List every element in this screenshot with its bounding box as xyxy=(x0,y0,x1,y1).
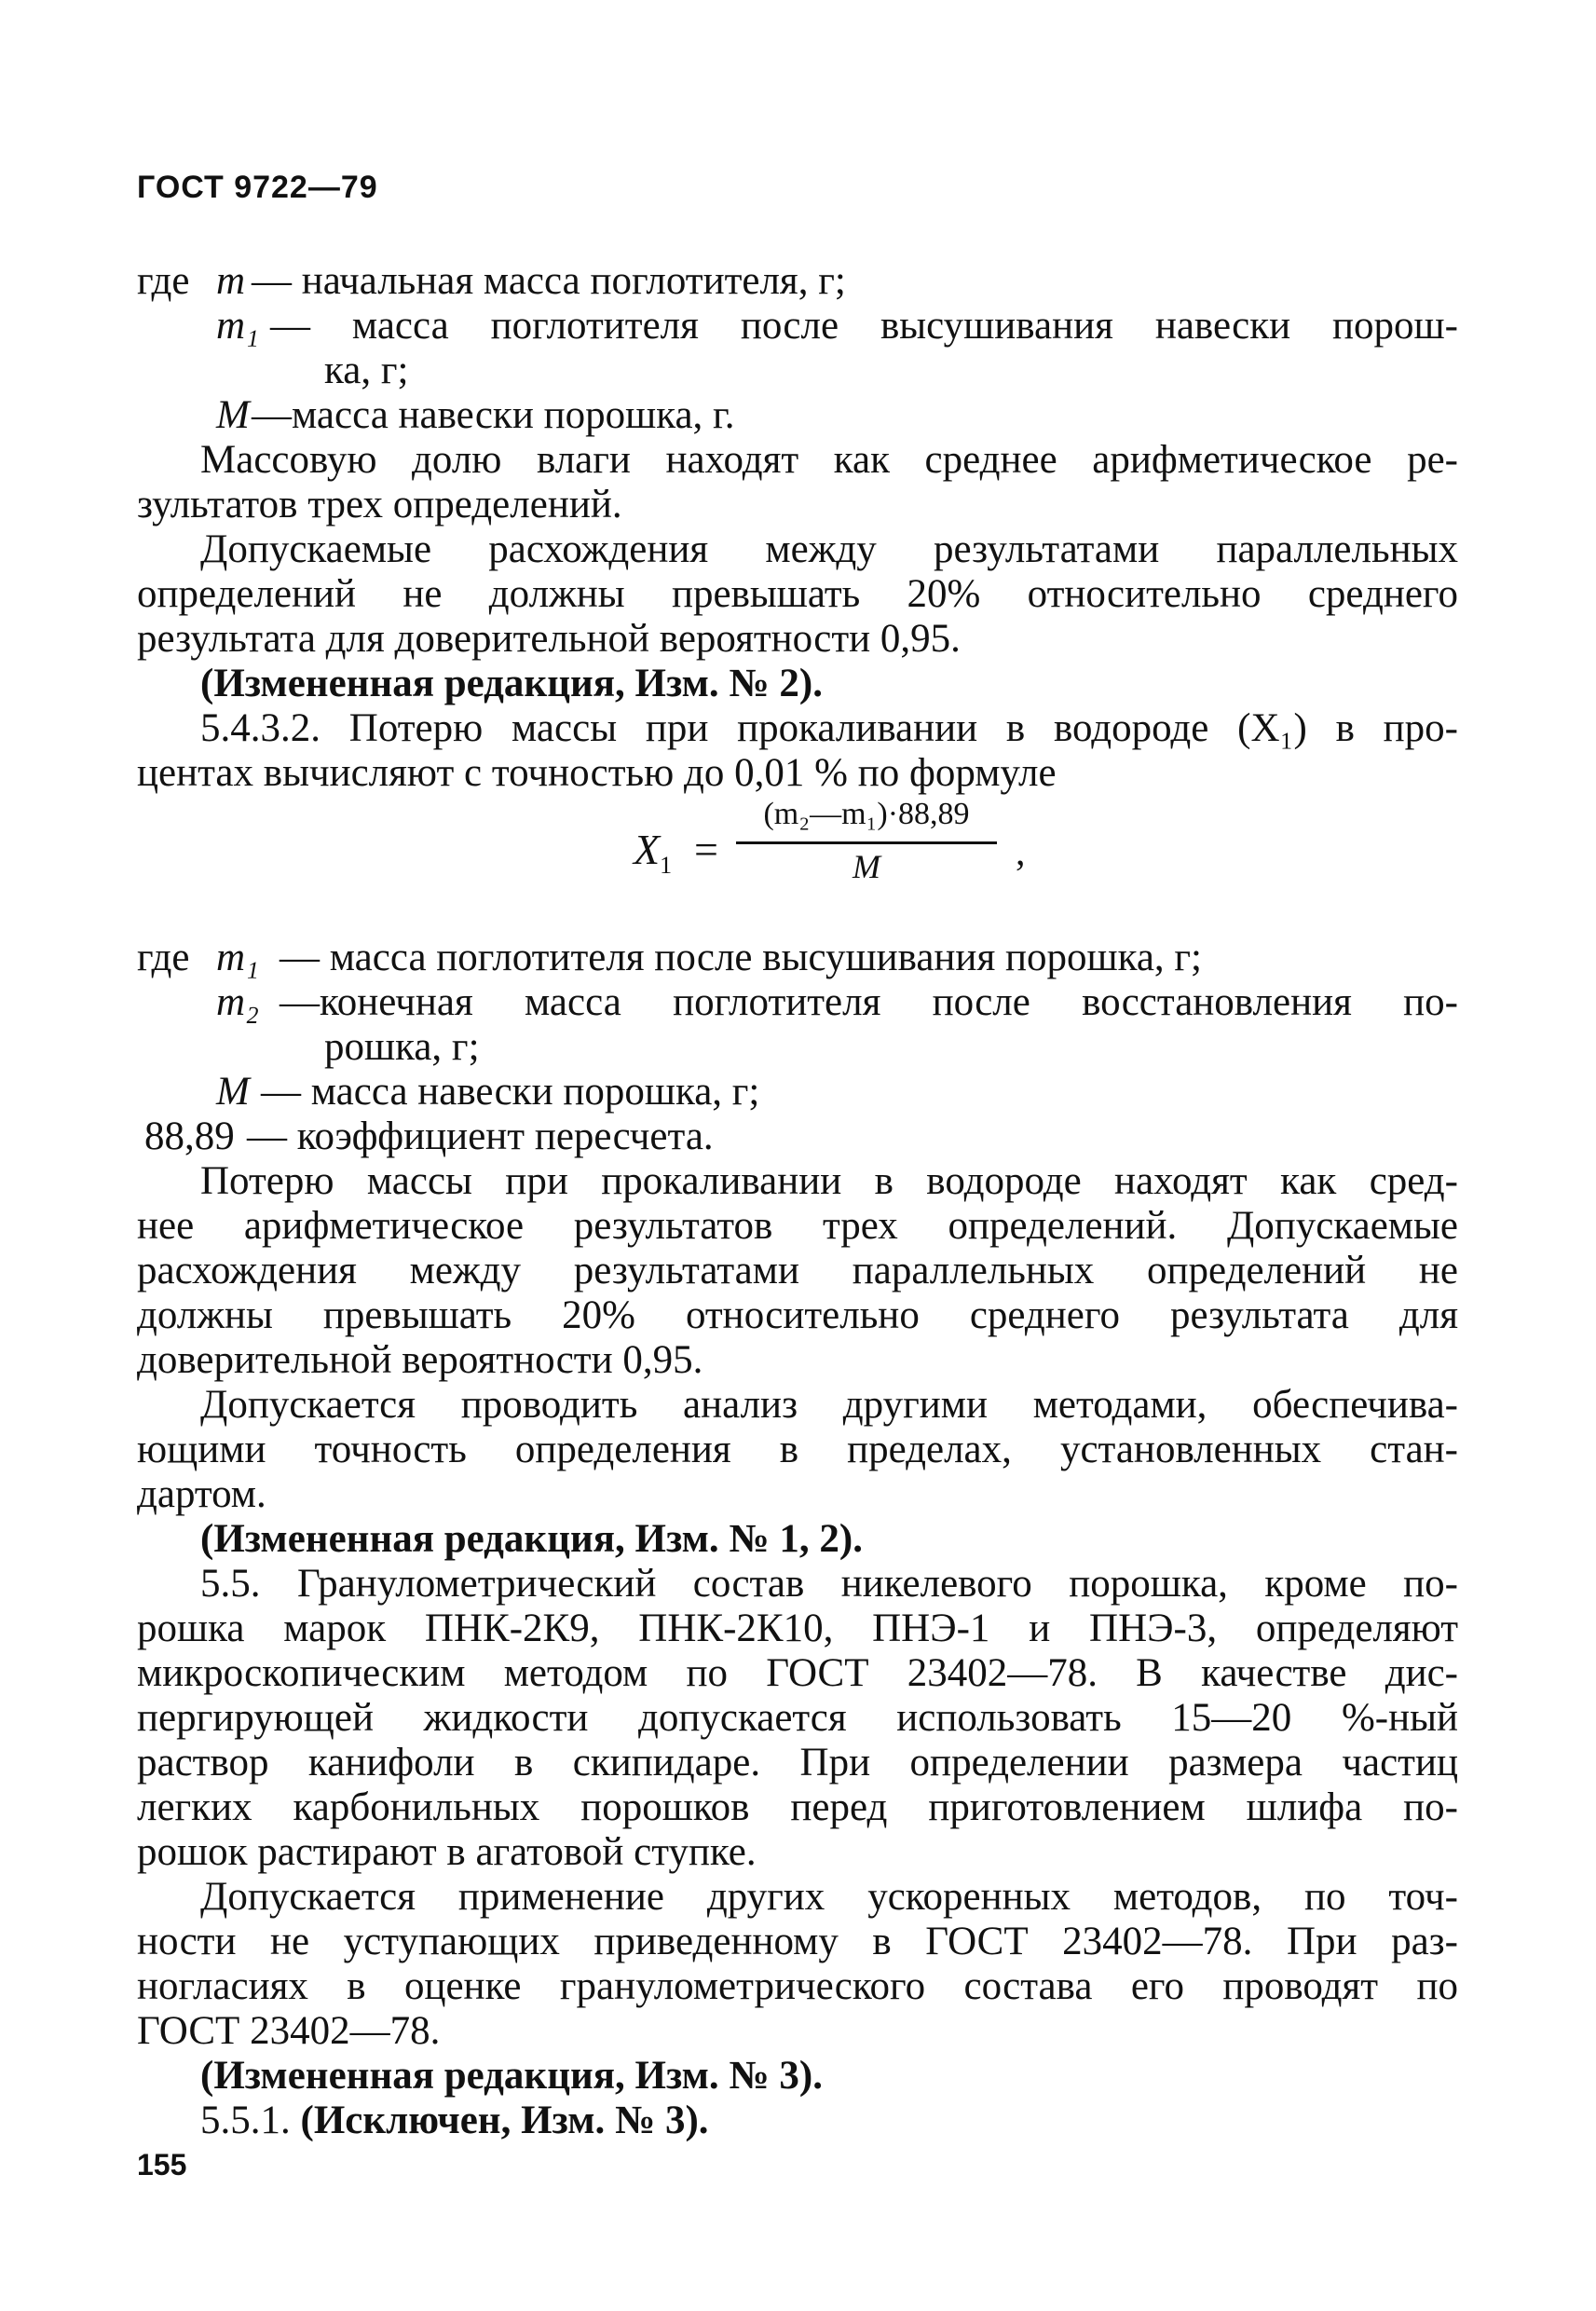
amendment-note: (Измененная редакция, Изм. № 2). xyxy=(200,662,823,705)
paragraph-line: раствор канифоли в скипидаре. При определении размера частиц xyxy=(137,1741,1458,1785)
where-symbol: M xyxy=(216,1070,250,1114)
paragraph-line: зультатов трех определений. xyxy=(137,483,622,526)
paragraph-line: Массовую долю влаги находят как среднее арифметическое ре- xyxy=(200,438,1458,482)
paragraph-line: ногласиях в оценке гранулометрического состава его проводят по xyxy=(137,1964,1458,2008)
paragraph-line: микроскопическим методом по ГОСТ 23402—78. В качестве дис- xyxy=(137,1651,1458,1695)
where-definition: — коэффициент пересчета. xyxy=(247,1114,714,1158)
formula-denominator: M xyxy=(853,848,880,885)
clause-number: 5.5.1. xyxy=(200,2099,291,2142)
paragraph-line: доверительной вероятности 0,95. xyxy=(137,1338,703,1382)
where-definition: —конечная масса поглотителя после восстановления по- xyxy=(280,980,1458,1024)
where-definition: — начальная масса поглотителя, г; xyxy=(252,259,846,303)
formula-equals: = xyxy=(694,826,718,873)
formula-comma: , xyxy=(1016,831,1026,874)
paragraph-line: легких карбонильных порошков перед приготовлением шлифа по- xyxy=(137,1785,1458,1829)
paragraph-line: пергирующей жидкости допускается использовать 15—20 %-ный xyxy=(137,1696,1458,1740)
where-symbol: M xyxy=(216,393,250,437)
amendment-note: (Измененная редакция, Изм. № 3). xyxy=(200,2054,823,2098)
formula-numerator: (m₂—m₁)·88,89 xyxy=(763,797,970,831)
paragraph-line: нее арифметическое результатов трех определений. Допускаемые xyxy=(137,1204,1458,1248)
paragraph-line: рошка марок ПНК-2К9, ПНК-2К10, ПНЭ-1 и ПНЭ-3, определяют xyxy=(137,1607,1458,1650)
where-definition: —масса навески порошка, г. xyxy=(252,393,735,437)
paragraph-line: центах вычисляют с точностью до 0,01 % по формуле xyxy=(137,751,1057,795)
where-definition: — масса поглотителя после высушивания навески порош- xyxy=(270,304,1458,348)
document-header: ГОСТ 9722—79 xyxy=(137,170,378,205)
where-lead: где xyxy=(137,936,190,979)
paragraph-line: результата для доверительной вероятности 0,95. xyxy=(137,617,961,661)
formula-lhs: $X_1$ xyxy=(634,826,673,880)
where-symbol: m₁ xyxy=(216,936,260,979)
formula xyxy=(634,797,1062,909)
paragraph-line: Допускается применение других ускоренных методов, по точ- xyxy=(200,1875,1458,1919)
paragraph-line: расхождения между результатами параллельных определений не xyxy=(137,1249,1458,1292)
paragraph-line: ГОСТ 23402—78. xyxy=(137,2009,441,2053)
where-definition: — масса навески порошка, г; xyxy=(261,1070,760,1114)
where-definition-cont: рошка, г; xyxy=(324,1025,480,1069)
where-lead: где xyxy=(137,259,190,303)
paragraph-line: должны превышать 20% относительно среднего результата для xyxy=(137,1293,1458,1337)
paragraph-line: определений не должны превышать 20% относительно среднего xyxy=(137,572,1458,616)
paragraph-line: 5.5. Гранулометрический состав никелевого порошка, кроме по- xyxy=(200,1562,1458,1606)
where-symbol: 88,89 xyxy=(144,1114,235,1158)
where-definition-cont: ка, г; xyxy=(324,349,409,392)
paragraph-line: ности не уступающих приведенному в ГОСТ 23402—78. При раз- xyxy=(137,1920,1458,1963)
clause-text: (Исключен, Изм. № 3). xyxy=(300,2099,709,2142)
amendment-note: (Измененная редакция, Изм. № 1, 2). xyxy=(200,1517,863,1561)
where-symbol: m xyxy=(216,259,246,303)
paragraph-line: Допускаемые расхождения между результатами параллельных xyxy=(200,527,1458,571)
paragraph-line: ющими точность определения в пределах, установленных стан- xyxy=(137,1428,1458,1471)
where-symbol: m₂ xyxy=(216,980,260,1024)
fraction-bar xyxy=(736,841,997,844)
clause-551 xyxy=(200,2099,1521,2143)
paragraph-line: 5.4.3.2. Потерю массы при прокаливании в водороде (X₁) в про- xyxy=(200,706,1458,750)
where-symbol: m₁ xyxy=(216,304,260,348)
page-number: 155 xyxy=(137,2148,187,2181)
where-definition: — масса поглотителя после высушивания порошка, г; xyxy=(280,936,1203,979)
paragraph-line: Потерю массы при прокаливании в водороде находят как сред- xyxy=(200,1159,1458,1203)
paragraph-line: дартом. xyxy=(137,1472,266,1516)
paragraph-line: Допускается проводить анализ другими методами, обеспечива- xyxy=(200,1383,1458,1427)
paragraph-line: рошок растирают в агатовой ступке. xyxy=(137,1830,757,1874)
